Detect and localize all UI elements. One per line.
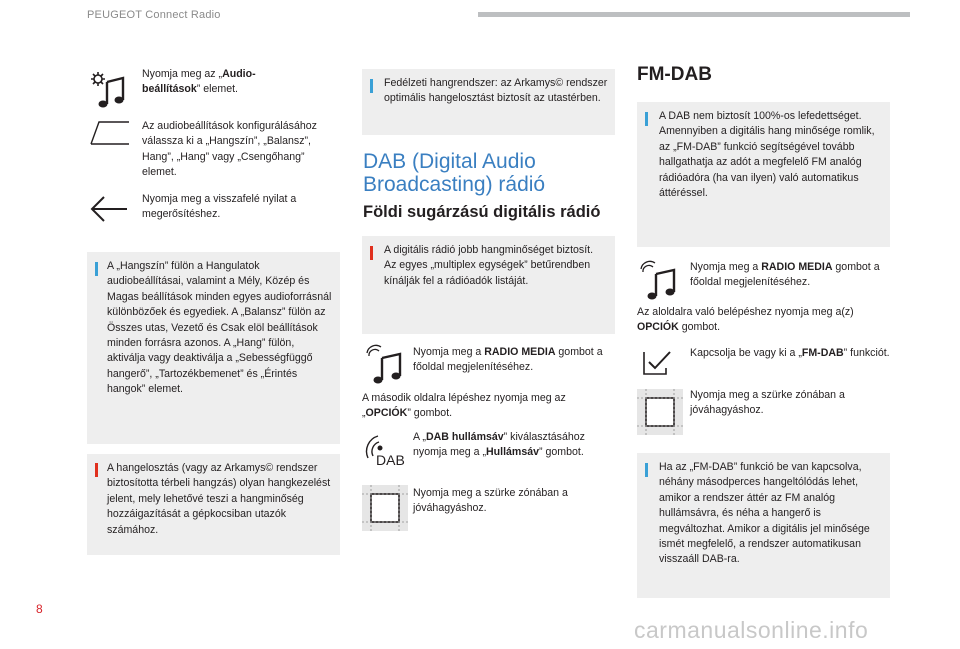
header-divider: [478, 12, 910, 17]
audio-settings-icon: [89, 70, 129, 110]
step-radio-media: Nyomja meg a RADIO MEDIA gombot a főoldal megjelenítéséhez.: [413, 346, 603, 374]
info-marker: [645, 112, 648, 126]
info-marker: [370, 79, 373, 93]
grey-zone-icon: [362, 485, 408, 531]
info-text-fm-dab-switch: Ha az „FM-DAB” funkció be van kapcsolva, néhány másodperces hangeltólódás lehet, amikor a rendszer áttér az FM analóg hullámsávra, és néha a hangerő is megváltozhat. Amikor a digitális jel minősége ismét megfelelő, a rendszer automatikusan visszaáll DAB-ra.: [659, 461, 870, 566]
step-grey-zone-fm: Nyomja meg a szürke zónában a jóváhagyáshoz.: [690, 389, 845, 417]
step-toggle-fm-dab: Kapcsolja be vagy ki a „FM-DAB” funkciót.: [690, 347, 890, 359]
dab-band-icon: [364, 432, 408, 472]
warning-text-digital-radio: A digitális rádió jobb hangminőséget biztosít. Az egyes „multiplex egységek” betűrendben kínálják fel a rádióadók listáját.: [384, 244, 594, 287]
dab-icon-label: DAB: [376, 452, 405, 468]
info-box-fm-dab: [637, 102, 890, 247]
options-instruction: A második oldalra lépéshez nyomja meg az „OPCIÓK” gombot.: [362, 392, 566, 420]
radio-media-icon: [366, 344, 406, 384]
info-marker: [95, 262, 98, 276]
tab-bar-icon: [89, 120, 131, 148]
info-box-audio-tabs: [87, 252, 340, 444]
warning-text-distribution: A hangelosztás (vagy az Arkamys© rendszer biztosította térbeli hangzás) olyan hangkezelést jelent, mely lehetővé teszi a hangminőség hozzáigazítását a gépkocsiban utazók számához.: [107, 462, 331, 536]
watermark: carmanualsonline.info: [634, 617, 869, 643]
back-arrow-icon: [89, 194, 129, 224]
step-audio-config: Az audiobeállítások konfigurálásához válassza ki a „Hangszín”, „Balansz”, Hang”, „Hang” vagy „Csengőhang” elemet.: [142, 120, 317, 179]
options-instruction-fm: Az aloldalra való belépéshez nyomja meg a(z) OPCIÓK gombot.: [637, 306, 854, 334]
info-box-fm-dab-switch: [637, 453, 890, 598]
grey-zone-icon: [637, 389, 683, 435]
warning-marker: [370, 246, 373, 260]
info-text-fm-dab: A DAB nem biztosít 100%-os lefedettséget. Amennyiben a digitális hang minősége romlik, az „FM-DAB” funkció segítségével tovább hallgathatja az adót a megfelelő FM analóg rádióadóra (ha van ilyen) való automatikus áttéréssel.: [659, 110, 875, 200]
step-grey-zone: Nyomja meg a szürke zónában a jóváhagyáshoz.: [413, 487, 568, 515]
heading-dab: DAB (Digital Audio Broadcasting) rádió: [363, 150, 546, 196]
warning-box-digital-radio: [362, 236, 615, 334]
info-box-arkamys: [362, 69, 615, 135]
step-dab-band: A „DAB hullámsáv” kiválasztásához nyomja meg a „Hullámsáv” gombot.: [413, 431, 585, 459]
step-back-confirm: Nyomja meg a visszafelé nyilat a megerősítéshez.: [142, 193, 297, 221]
info-text-audio-tabs: A „Hangszín” fülön a Hangulatok audiobeállításai, valamint a Mély, Közép és Magas beállítások minden egyes audioforrásnál különbözőek és egyediek. A „Balansz” fülön az Összes utas, Vezető és Csak elöl beállítások minden forrásra azonos. A „Hang” fülön, aktiválja vagy deaktiválja a „Sebességfüggő hangerő”, „Tartozékbemenet” és „Érintés hangok” elemet.: [107, 260, 332, 396]
info-marker: [645, 463, 648, 477]
step-audio-settings: Nyomja meg az „Audio-beállítások” elemet.: [142, 68, 256, 96]
radio-media-icon: [640, 260, 680, 300]
page-number: 8: [36, 602, 43, 616]
heading-terrestrial-digital: Földi sugárzású digitális rádió: [363, 203, 601, 221]
step-radio-media-fm: Nyomja meg a RADIO MEDIA gombot a főoldal megjelenítéséhez.: [690, 261, 880, 289]
warning-box-distribution: [87, 454, 340, 555]
checkbox-toggle-icon: [640, 348, 674, 378]
warning-marker: [95, 463, 98, 477]
header-title: PEUGEOT Connect Radio: [87, 9, 221, 21]
heading-fm-dab: FM-DAB: [637, 64, 712, 85]
info-text-arkamys: Fedélzeti hangrendszer: az Arkamys© rendszer optimális hangelosztást biztosít az utastérben.: [384, 77, 608, 105]
